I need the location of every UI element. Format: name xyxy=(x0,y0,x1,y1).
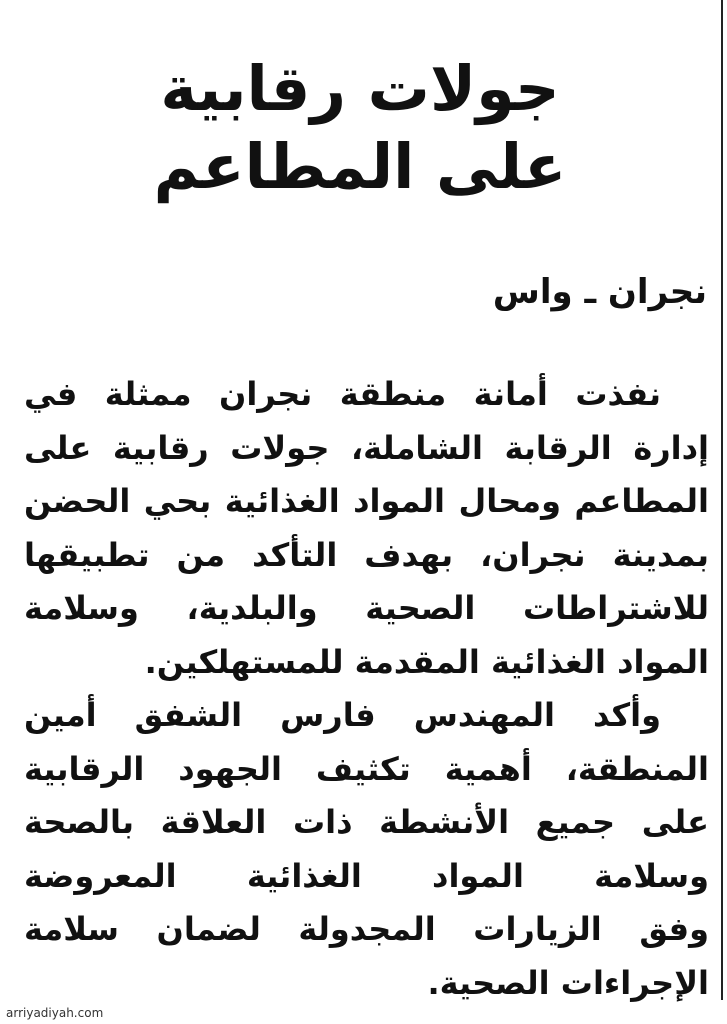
text-line: وفق الزيارات المجدولة لضمان سلامة xyxy=(24,910,709,948)
source-watermark: arriyadiyah.com xyxy=(6,1006,104,1020)
article-body xyxy=(24,368,709,1010)
text-line: إدارة الرقابة الشاملة، جولات رقابية على xyxy=(24,428,709,467)
headline-line-1: جولات رقابية xyxy=(160,52,560,125)
text-line: الإجراءات الصحية. xyxy=(427,963,709,1002)
text-line: وسلامة المواد الغذائية المعروضة xyxy=(24,856,709,895)
text-line: نفذت أمانة منطقة نجران ممثلة في xyxy=(24,375,661,413)
text-line: للاشتراطات الصحية والبلدية، وسلامة xyxy=(24,589,709,627)
text-line: على جميع الأنشطة ذات العلاقة بالصحة xyxy=(24,803,709,841)
text-line: المطاعم ومحال المواد الغذائية بحي الحضن xyxy=(24,482,709,520)
paragraph-1 xyxy=(24,368,709,689)
headline-line-2: على المطاعم xyxy=(153,129,567,203)
text-line: بمدينة نجران، بهدف التأكد من تطبيقها xyxy=(24,535,709,574)
article-dateline: نجران ـ واس xyxy=(492,272,707,312)
text-line: وأكد المهندس فارس الشفق أمين xyxy=(24,696,661,734)
article-headline xyxy=(60,50,660,205)
text-line: المواد الغذائية المقدمة للمستهلكين. xyxy=(144,642,709,681)
paragraph-2 xyxy=(24,689,709,1010)
text-line: المنطقة، أهمية تكثيف الجهود الرقابية xyxy=(24,749,709,788)
column-rule xyxy=(721,0,723,1000)
